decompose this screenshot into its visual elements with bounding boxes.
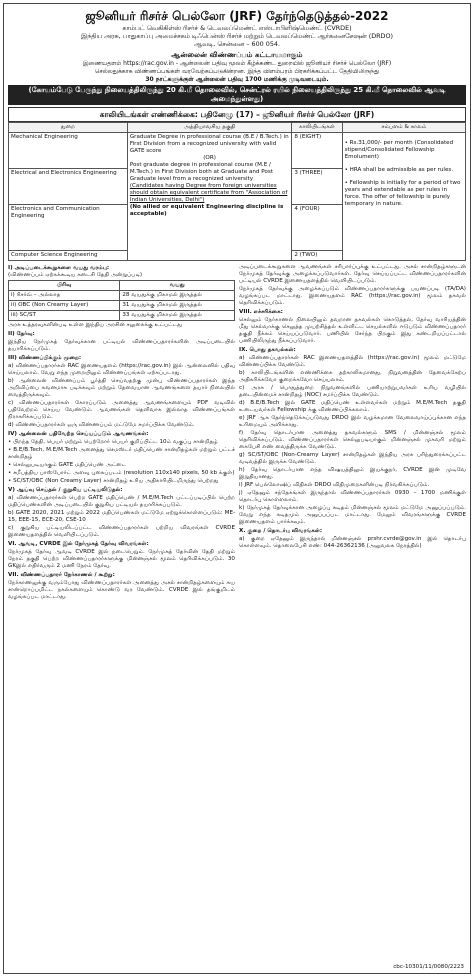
right-p1: அடிப்படைக்கூறுகளை ஆவணங்கள் சரிபார்ப்புக்கு உட்பட்டது. அசல் சான்றிதழ்களுடன் நேர்முகத் தேர்வுக்கு அழைக்கப்படுவார்கள். தேர்வு செய்யப்பட்ட விண்ணப்பதாரர்களின் பட்டியல் CVRDE இணையதளத்தில் வெளியிடப்படும். — [239, 264, 466, 285]
dept-eee: Electrical and Electronics Engineering — [9, 169, 128, 205]
age-cat: i) ரிசர்வ் – அல்லாத — [9, 291, 120, 301]
apply-d: d) விண்ணப்பதாரர்கள் ஒரு விண்ணப்பம் மட்டுமே சமர்ப்பிக்க வேண்டும். — [8, 422, 195, 429]
intro-line-2: செல்லதுக்காக விண்ணப்பங்கள் வரவேற்கப்படுகின்றன. இந்த விளம்பரம் பிரசுரிக்கப்பட்ட தேதியிலிருந்து — [94, 67, 380, 75]
ad-title: ஜூனியர் ரிசர்ச் பெல்லோ (JRF) தேர்ந்தெடுத்தல்-2022 — [85, 9, 389, 23]
doc-a: • பிறந்த தேதி, பெயர் மற்றும் பெற்றோர் பெயர் குறிப்பிட்ட 10ம் வகுப்பு சான்றிதழ் — [8, 439, 218, 446]
sec-warning: VIII. எச்சரிக்கை: — [239, 309, 283, 316]
reporting-text: நேர்காணலுக்கு வரும்போது விண்ணப்பதாரர்கள் அனைத்து அசல் சான்றிதழ்களையும் சுய சான்றொப்பமிட்ட நகல்களையும் கொண்டு வர வேண்டும். CVRDE இல் தங்குமிடம் வழங்கப்பட மாட்டாது. — [8, 579, 235, 600]
interview-text: நேர்முகத் தேர்வு ஆவடி CVRDE இல் நடைபெறும். நேர்முகத் தேர்வின் தேதி மற்றும் நேரம் தகுதி பெற்ற விண்ணப்பதாரர்களுக்கு மின்னஞ்சல் மூலம் தெரிவிக்கப்படும். 30 GKஇல் எதிர்வரும் 2 மணி நேரம் தேர்வு. — [8, 548, 235, 569]
apply-b: b) ஆன்லைன் விண்ணப்பம் பூர்த்தி செய்வதற்கு முன்பு விண்ணப்பதாரர்கள் இந்த அறிவிப்பை கவனமாக படிக்கவும் மற்றும் தேவையான ஆவணங்களை தயார் நிலையில் வைத்திருக்கவும். — [8, 378, 235, 399]
col-salary: சம்பளம் & காலம் — [342, 123, 465, 133]
col-vac: காலியிடங்கள் — [292, 123, 342, 133]
general-k: k) நேர்முகத் தேர்வுக்கான அழைப்பு கடிதம் மின்னஞ்சல் மூலம் மட்டுமே அனுப்பப்படும். வேறு எந்த கடிதமும் அனுப்பப்பட மாட்டாது. மேலும் விவரங்களுக்கு CVRDE இணையதளம் பார்க்கவும். — [239, 504, 466, 525]
sec-reporting: VII. விண்ணப்பதாரர் நேர்காணல் / கூற்று: — [8, 571, 115, 578]
salary-cell — [342, 133, 465, 261]
sec-age: I) அடிப்படைக்கூறுகளை வயது வரம்பு: — [8, 265, 110, 272]
vac-cse: 2 (TWO) — [292, 251, 342, 261]
shortlist-a: a) விண்ணப்பதாரர்கள் பெற்ற GATE மதிப்பெண் / M.E/M.Tech பட்டப்படிப்பில் பெற்ற மதிப்பெண்களின் அடிப்படையில் குறுகிய பட்டியல் தயாரிக்கப்படும். — [8, 494, 235, 508]
doc-b: • B.E/B.Tech, M.E/M.Tech அனைத்து செமஸ்டர் மதிப்பெண் சான்றிதழ்கள் மற்றும் பட்டச் சான்றிதழ் — [8, 447, 235, 460]
general-j: j) ஏதேனும் சந்தேகங்கள் இருந்தால் விண்ணப்பதாரர்கள் 0930 – 1700 மணிக்குள் தொடர்பு கொள்ளலாம். — [239, 489, 466, 503]
general-a: a) விண்ணப்பதாரர்கள் RAC இணையதளத்தில் (https://rac.gov.in) மூலம் மட்டுமே விண்ணப்பிக்க வேண்டும். — [239, 355, 466, 369]
col-qual: அத்தியாவசிய தகுதி — [127, 123, 292, 133]
general-i: i) JRF பெல்லோஷிப் விதிகள் DRDO விதிமுறைகளின்படி நிர்வகிக்கப்படும். — [239, 481, 430, 488]
shortlist-b: b) GATE 2020, 2021 மற்றும் 2022 மதிப்பெண்கள் மட்டுமே ஏற்றுக்கொள்ளப்படும்: ME-15, EEE-15, ECE-20, CSE-10 — [8, 509, 235, 523]
qual-3: (Candidates having Degree from foreign universities should obtain equivalent certificate from "Association of Indian Universities, Delhi") — [129, 183, 288, 204]
sec-shortlist: V) ஆய்வு செய்தல் / குறுகிய பட்டியலிடுதல்: — [8, 486, 123, 493]
apply-a: a) விண்ணப்பதாரர்கள் RAC இணையதளம் (https://rac.gov.in) இல் ஆன்லைனில் பதிவு செய்யலாம். வேறு எந்த முறையிலும் விண்ணப்பங்கள் ஏற்கப்படாது. — [8, 363, 235, 377]
col-dept: துறை — [9, 123, 128, 133]
salary-2: • HRA shall be admissible as per rules. — [344, 167, 454, 174]
qual-or: (OR) — [203, 155, 216, 162]
general-c: c) அரசு / பொதுத்துறை நிறுவனங்களில் பணியாற்றுபவர்கள் உரிய வழியில் தடையின்மைச் சான்றிதழ் (NOC) சமர்ப்பிக்க வேண்டும். — [239, 385, 466, 399]
sec-contact: X. குறை / தொடர்பு விவரங்கள்: — [239, 527, 323, 534]
general-g: g) SC/ST/OBC (Non-Creamy Layer) சான்றிதழ்கள் இந்திய அரசு பரிந்துரைக்கப்பட்ட வடிவத்தில் இருக்க வேண்டும். — [239, 451, 466, 465]
org-line-3: ஆவடி, சென்னை – 600 054. — [193, 40, 281, 48]
vac-eee: 3 (THREE) — [292, 169, 342, 205]
age-cat: ii) OBC (Non Creamy Layer) — [9, 301, 120, 311]
vacancy-table — [8, 122, 466, 261]
vacancy-heading: காலியிடங்கள் எண்ணிக்கை: பதினேழு (17) – ஜூனியர் ரிசர்ச் பெல்லோ (JRF) — [8, 107, 466, 122]
sec-interview: VI. ஆவடி, CVRDE இல் நேர்முகத் தேர்வு விவரங்கள்: — [8, 540, 149, 547]
age-head-cat: பிரிவு — [9, 281, 120, 291]
dept-ece: Electronics and Communication Engineering — [9, 205, 128, 251]
qual-4: (No allied or equivalent Engineering discipline is acceptable) — [129, 204, 284, 218]
intro-line-3: 30 நாட்களுக்குள் ஆன்லைன் பதிவு 1700 மணிக்கு முடிவடையும். — [145, 75, 329, 83]
general-b: b) காலியிடங்களின் எண்ணிக்கை தற்காலிகமானது. நிறுவனத்தின் தேவைக்கேற்ப அதிகரிக்கவோ குறைக்கவோ செய்யலாம். — [239, 370, 466, 384]
age-cat: iii) SC/ST — [9, 311, 120, 321]
qual-2: Post graduate degree in professional course (M.E / M.Tech.) in First Division both at Graduate and Post Graduate level from a recognized university — [129, 162, 273, 183]
vac-mech: 8 (EIGHT) — [292, 133, 342, 169]
general-h: h) தேர்வு தொடர்பான எந்த விஷயத்திலும் இயக்குநர், CVRDE இன் முடிவே இறுதியானது. — [239, 466, 466, 480]
general-f: f) தேர்வு தொடர்பான அனைத்து தகவல்களும் SMS / மின்னஞ்சல் மூலம் தெரிவிக்கப்படும். விண்ணப்பதாரர்கள் செல்லுபடியாகும் மின்னஞ்சல் முகவரி மற்றும் கைபேசி எண் வைத்திருக்க வேண்டும். — [239, 430, 466, 450]
sec-documents: IV) ஆன்லைன் பதிவேற்ற செய்யப்படும் ஆவணங்கள்: — [8, 431, 149, 438]
left-column — [8, 263, 235, 601]
right-column — [239, 263, 466, 601]
salary-3: • Fellowship is initially for a period of two years and extendable as per rules in force. The offer of fellowship is purely temporary in nature. — [344, 180, 461, 208]
sec-general: IX. பொது தகவல்கள்: — [239, 347, 296, 354]
advertisement-page — [3, 3, 471, 974]
sec-age-sub: (விண்ணப்பம் ஏற்கக்கூடிய கடைசி தேதி அன்றுப்படி) — [8, 272, 143, 279]
vac-ece: 4 (FOUR) — [292, 205, 342, 251]
age-limit: 31 வயதுக்கு மிகாமல் இருத்தல் — [120, 301, 235, 311]
age-note: அரசு உத்தரவுகளின்படி உள்ள இந்திய அரசின் சலுகைக்கு உட்பட்டது — [8, 322, 183, 329]
doc-e: • SC/ST/OBC (Non Creamy Layer) சான்றிதழ் உரிய அதிகாரியிடமிருந்து பெற்றது — [8, 477, 219, 484]
intro-line-1: இணையதளம் https://rac.gov.in - ஆன்லைன் பதிவு மூலம் கீழ்க்கண்ட துறையில் ஜூனியர் ரிசர்ச் பெல்லோ (JRF) — [82, 60, 392, 67]
right-p2: நேர்முகத் தேர்வுக்கு அழைக்கப்படும் விண்ணப்பதாரர்களுக்கு பயணப்படி (TA/DA) வழங்கப்பட மாட்டாது. இணையதளம் RAC (https://rac.gov.in) மூலம் தகவல் தெரிவிக்கப்படும். — [239, 286, 466, 307]
org-line-2: இந்திய அரசு, பாதுகாப்பு அமைச்சகம் டிஃபென்ஸ் ரிசர்ச் மற்றும் டெவலப்மெண்ட் ஆர்கனைசேஷன் (DRDO) — [80, 32, 394, 40]
selection-text: இந்திய நேர்முகத் தேர்வுக்கான பட்டியல் விண்ணப்பதாரர்களின் அடிப்படையில் தயாரிக்கப்படும். — [8, 339, 235, 353]
age-limit: 33 வயதுக்கு மிகாமல் இருத்தல் — [120, 311, 235, 321]
qualification-cell — [127, 133, 292, 261]
sec-apply: III) விண்ணப்பிக்கும் முறை: — [8, 355, 82, 362]
age-table — [8, 280, 235, 321]
warning-text: செல்லும் நேர்காணல் நிலையிலும் தவறான தகவல்கள் கொடுத்தல், தேர்வு வாரியத்தின் மீது செல்வாக்கு செலுத்த முயற்சித்தல் உள்ளிட்ட செயல்களில் ஈடுபடும் விண்ணப்பதாரர் தகுதி நீக்கம் செய்யப்படுவார். பணியில் சேர்ந்த பிறகும் இது கண்டறியப்பட்டால் பணியிலிருந்து நீக்கப்படுவார். — [239, 317, 466, 345]
online-mandatory: ஆன்லைன் விண்ணப்பம் கட்டாயமாகும் — [171, 50, 303, 59]
doc-d: • சமீபத்திய பாஸ்போர்ட் அளவு புகைப்படம் (resolution 110x140 pixels, 50 kb க்குள்) — [8, 469, 235, 476]
qual-1: Graduate Degree in professional course (B.E / B.Tech.) in First Division from a recognized university with valid GATE score — [129, 134, 289, 155]
body-columns — [8, 263, 466, 601]
general-d: d) B.E/B.Tech இல் GATE மதிப்பெண் உள்ளவர்கள் மற்றும் M.E/M.Tech தகுதி உடையவர்கள் Fellowship க்கு விண்ணப்பிக்கலாம். — [239, 400, 466, 414]
doc-c: • செல்லுபடியாகும் GATE மதிப்பெண் அட்டை — [8, 461, 127, 468]
general-e: e) JRF ஆக தேர்ந்தெடுக்கப்படுவது DRDO இல் வழக்கமான வேலைவாய்ப்புக்கான எந்த உரிமையும் அளிக்காது. — [239, 415, 466, 429]
contact-text: a) குறை ஏதேனும் இருந்தால் மின்னஞ்சல் prshr.cvrde@gov.in இல் தொடர்பு கொள்ளவும். தொலைபேசி எண்: 044-26362136 (அலுவலக நேரத்தில்) — [239, 535, 466, 549]
age-limit: 28 வயதுக்கு மிகாமல் இருத்தல் — [120, 291, 235, 301]
dept-cse: Computer Science Engineering — [9, 251, 128, 261]
location-note: (கோயம்பேடு பேருந்து நிலையத்திலிருந்து 20 கி.மீ தொலைவில், சென்ட்ரல் ரயில் நிலையத்திலிருந்து 25 கி.மீ தொலைவில் ஆவடி அமைந்துள்ளது) — [8, 85, 466, 105]
age-head-limit: வயது — [120, 281, 235, 291]
dept-mech: Mechanical Engineering — [9, 133, 128, 169]
salary-1: • Rs.31,000/- per month (Consolidated stipend/Consolidated Fellowship Emolument) — [344, 140, 454, 161]
apply-c: c) விண்ணப்பதாரர்கள் கோரப்படும் அனைத்து ஆவணங்களையும் PDF வடிவில் பதிவேற்றம் செய்ய வேண்டும். ஆவணங்கள் தெளிவாக இல்லாத விண்ணப்பங்கள் நிராகரிக்கப்படும். — [8, 400, 235, 421]
org-line-1: காம்பட் வெகிகிள்ஸ் ரிசர்ச் & டெவலப்மெண்ட் எஸ்டாபிளிஷ்மெண்ட் (CVRDE) — [122, 24, 352, 32]
ad-code: cbc-10301/11/0080/2223 — [393, 964, 464, 971]
sec-selection: II) தேர்வு: — [8, 331, 35, 338]
shortlist-c: c) குறுகிய பட்டியலிடப்பட்ட விண்ணப்பதாரர்கள் பற்றிய விவரங்கள் CVRDE இணையதளத்தில் வெளியிடப்படும். — [8, 524, 235, 538]
